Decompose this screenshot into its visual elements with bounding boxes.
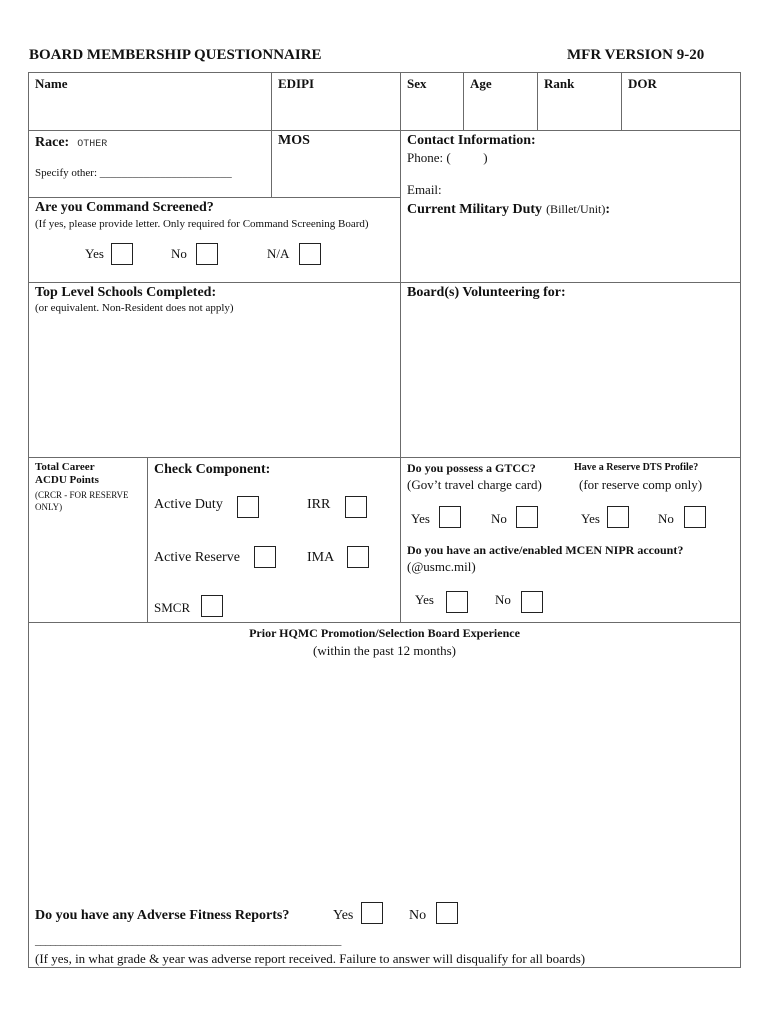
hqmc-title: Prior HQMC Promotion/Selection Board Experience — [249, 626, 520, 640]
fitness-no-label: No — [409, 908, 427, 923]
grid-line — [463, 72, 464, 130]
specify-other-field[interactable]: Specify other: ________________________ — [35, 167, 232, 179]
gtcc-title: Do you possess a GTCC? — [407, 461, 536, 475]
screened-na-label: N/A — [267, 246, 290, 261]
contact-title: Contact Information: — [407, 133, 536, 148]
name-label: Name — [35, 76, 68, 91]
age-label: Age — [470, 76, 492, 91]
grid-line — [28, 130, 741, 131]
grid-line — [28, 457, 741, 458]
gtcc-no-checkbox[interactable] — [516, 506, 538, 528]
grid-line — [400, 72, 401, 623]
ima-label: IMA — [307, 550, 335, 565]
grid-line — [28, 967, 741, 968]
screened-no-checkbox[interactable] — [196, 243, 218, 265]
fitness-question: Do you have any Adverse Fitness Reports? — [35, 908, 290, 923]
irr-label: IRR — [307, 497, 331, 512]
mos-label: MOS — [278, 133, 310, 148]
race-label: Race: — [35, 135, 70, 150]
dts-title: Have a Reserve DTS Profile? — [574, 462, 699, 473]
dts-no-label: No — [658, 511, 674, 526]
grid-line — [28, 72, 741, 73]
grid-line — [28, 282, 741, 283]
mcen-note: (@usmc.mil) — [407, 559, 476, 574]
active-reserve-checkbox[interactable] — [254, 546, 276, 568]
race-value: OTHER — [77, 139, 108, 150]
edipi-label: EDIPI — [278, 76, 315, 91]
active-reserve-label: Active Reserve — [154, 550, 240, 565]
grid-line — [28, 622, 741, 623]
gtcc-note: (Gov’t travel charge card) — [407, 477, 542, 492]
grid-line — [621, 72, 622, 130]
phone-field[interactable]: Phone: ( ) — [407, 150, 488, 165]
grid-line — [537, 72, 538, 130]
gtcc-yes-checkbox[interactable] — [439, 506, 461, 528]
active-duty-label: Active Duty — [154, 497, 223, 512]
fitness-no-checkbox[interactable] — [436, 902, 458, 924]
grid-line — [28, 197, 400, 198]
grid-line — [147, 457, 148, 623]
command-screened-title: Are you Command Screened? — [35, 200, 214, 215]
smcr-label: SMCR — [154, 600, 191, 615]
screened-yes-label: Yes — [85, 246, 104, 261]
schools-title: Top Level Schools Completed: — [35, 285, 217, 300]
screened-yes-checkbox[interactable] — [111, 243, 133, 265]
component-title: Check Component: — [154, 462, 271, 477]
acdu-title-line1: Total Career — [35, 461, 95, 473]
form-version: MFR VERSION 9-20 — [567, 47, 705, 63]
dor-label: DOR — [628, 76, 657, 91]
mcen-yes-label: Yes — [415, 592, 434, 607]
acdu-title-line2: ACDU Points — [35, 474, 99, 486]
dts-yes-checkbox[interactable] — [607, 506, 629, 528]
current-duty-title: Current Military Duty — [407, 202, 543, 217]
mcen-no-checkbox[interactable] — [521, 591, 543, 613]
fitness-note: (If yes, in what grade & year was adverse report received. Failure to answer will disqualify for all boards) — [35, 951, 586, 966]
fitness-answer-line[interactable]: ____________________________________________________________ — [35, 935, 342, 947]
dts-yes-label: Yes — [581, 511, 600, 526]
mcen-yes-checkbox[interactable] — [446, 591, 468, 613]
screened-na-checkbox[interactable] — [299, 243, 321, 265]
grid-line — [28, 72, 29, 968]
boards-title: Board(s) Volunteering for: — [407, 285, 566, 300]
gtcc-yes-label: Yes — [411, 511, 430, 526]
smcr-checkbox[interactable] — [201, 595, 223, 617]
fitness-yes-label: Yes — [333, 908, 354, 923]
race-field[interactable] — [35, 133, 107, 151]
acdu-note: (CRCR - FOR RESERVE ONLY) — [35, 490, 129, 512]
screened-no-label: No — [171, 246, 187, 261]
current-duty-label — [407, 200, 610, 218]
mcen-no-label: No — [495, 592, 511, 607]
mcen-title: Do you have an active/enabled MCEN NIPR account? — [407, 543, 684, 557]
current-duty-colon: : — [605, 202, 611, 217]
command-screened-note: (If yes, please provide letter. Only required for Command Screening Board) — [35, 218, 369, 230]
email-field[interactable]: Email: — [407, 182, 442, 197]
sex-label: Sex — [407, 76, 427, 91]
irr-checkbox[interactable] — [345, 496, 367, 518]
acdu-title — [35, 461, 99, 487]
dts-note: (for reserve comp only) — [579, 477, 703, 492]
form-title: BOARD MEMBERSHIP QUESTIONNAIRE — [29, 47, 322, 63]
rank-label: Rank — [544, 76, 575, 91]
schools-note: (or equivalent. Non-Resident does not apply) — [35, 302, 234, 314]
grid-line — [740, 72, 741, 968]
current-duty-note: (Billet/Unit) — [546, 202, 606, 216]
fitness-yes-checkbox[interactable] — [361, 902, 383, 924]
active-duty-checkbox[interactable] — [237, 496, 259, 518]
dts-no-checkbox[interactable] — [684, 506, 706, 528]
gtcc-no-label: No — [491, 511, 507, 526]
hqmc-note: (within the past 12 months) — [313, 643, 456, 658]
grid-line — [271, 72, 272, 198]
ima-checkbox[interactable] — [347, 546, 369, 568]
